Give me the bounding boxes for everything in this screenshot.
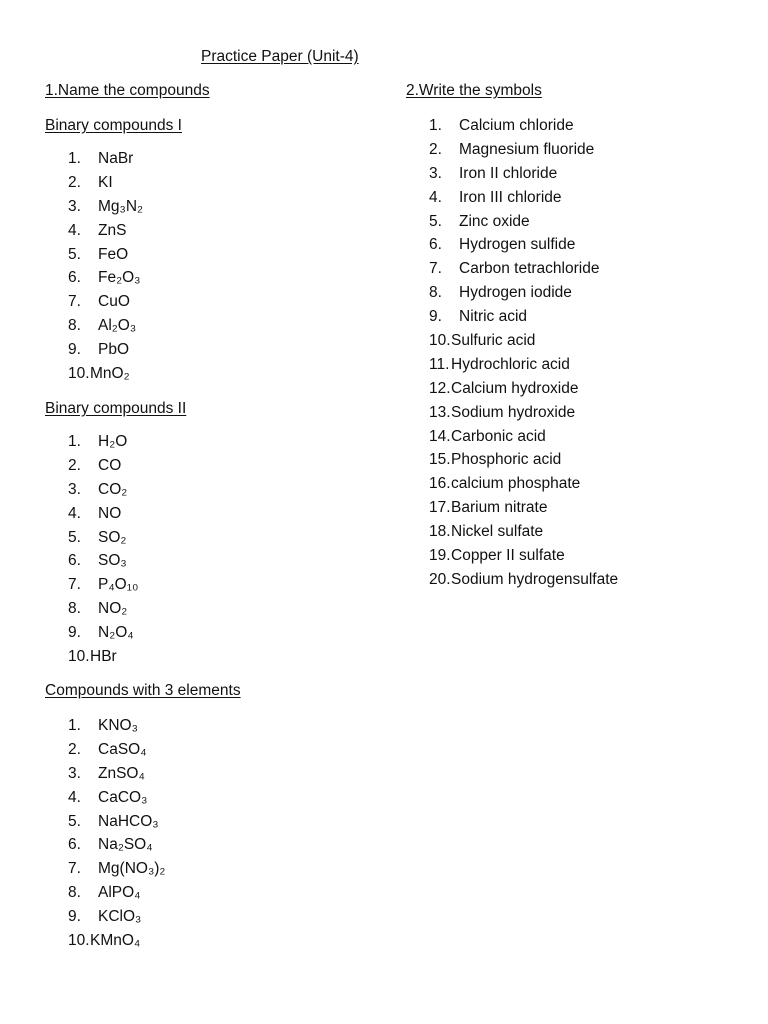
list-item-text: KMnO₄ bbox=[90, 932, 141, 950]
list-item-number: 6. bbox=[68, 552, 81, 570]
question-2-heading: 2.Write the symbols bbox=[406, 82, 542, 99]
list-item bbox=[45, 219, 143, 243]
list-item bbox=[406, 448, 618, 472]
list-item-number: 7. bbox=[68, 860, 81, 878]
list-item-text: Hydrogen sulfide bbox=[459, 236, 576, 254]
list-item bbox=[45, 266, 143, 290]
list-item-number: 4. bbox=[68, 788, 81, 806]
list-item-number: 10. bbox=[68, 932, 90, 950]
list-item bbox=[45, 454, 138, 478]
list-item-number: 3. bbox=[429, 164, 442, 182]
list-item-text: Nickel sulfate bbox=[451, 523, 544, 541]
list-item-number: 8. bbox=[429, 284, 442, 302]
list-item-number: 2. bbox=[429, 140, 442, 158]
list-item-text: ZnSO₄ bbox=[98, 764, 145, 782]
list-item-text: KClO₃ bbox=[98, 908, 142, 926]
list-item-text: CuO bbox=[98, 293, 130, 311]
list-item bbox=[406, 329, 618, 353]
list-item bbox=[406, 257, 618, 281]
list-item bbox=[45, 243, 143, 267]
list-item bbox=[45, 881, 165, 905]
list-item-number: 6. bbox=[68, 269, 81, 287]
list-item-number: 5. bbox=[68, 245, 81, 263]
list-item-number: 6. bbox=[68, 836, 81, 854]
list-item bbox=[45, 478, 138, 502]
write-symbols-list bbox=[406, 114, 618, 592]
list-item-number: 20. bbox=[429, 570, 451, 588]
list-item-number: 8. bbox=[68, 600, 81, 618]
list-item-text: CO bbox=[98, 456, 122, 474]
list-item-number: 10. bbox=[429, 332, 451, 350]
list-item-text: NO bbox=[98, 504, 122, 522]
list-item-text: Phosphoric acid bbox=[451, 451, 562, 469]
binary-compounds-1-list bbox=[45, 147, 143, 386]
list-item bbox=[45, 738, 165, 762]
list-item-text: ZnS bbox=[98, 221, 127, 239]
section-heading-three-element-compounds: Compounds with 3 elements bbox=[45, 682, 241, 699]
list-item-text: H₂O bbox=[98, 433, 128, 450]
list-item-number: 4. bbox=[68, 221, 81, 239]
list-item-number: 15. bbox=[429, 451, 451, 469]
list-item-number: 17. bbox=[429, 499, 451, 517]
list-item-number: 10. bbox=[68, 648, 90, 666]
list-item-number: 2. bbox=[68, 173, 81, 191]
list-item-text: Hydrochloric acid bbox=[451, 355, 570, 373]
question-1-heading: 1.Name the compounds bbox=[45, 82, 210, 99]
list-item bbox=[45, 526, 138, 550]
list-item-text: CaSO₄ bbox=[98, 740, 147, 758]
list-item bbox=[406, 425, 618, 449]
list-item-text: Magnesium fluoride bbox=[459, 140, 595, 158]
list-item bbox=[406, 210, 618, 234]
list-item-number: 5. bbox=[429, 212, 442, 230]
list-item-text: Al₂O₃ bbox=[98, 317, 137, 335]
list-item-text: Iron III chloride bbox=[459, 188, 562, 206]
list-item-text: SO₃ bbox=[98, 552, 127, 570]
list-item bbox=[406, 114, 618, 138]
list-item-text: NaHCO₃ bbox=[98, 812, 159, 830]
list-item-text: Fe₂O₃ bbox=[98, 269, 141, 287]
list-item bbox=[45, 362, 143, 386]
list-item-number: 2. bbox=[68, 740, 81, 758]
list-item-number: 3. bbox=[68, 197, 81, 215]
list-item-text: Na₂SO₄ bbox=[98, 836, 153, 854]
list-item bbox=[45, 549, 138, 573]
list-item bbox=[45, 338, 143, 362]
list-item-number: 12. bbox=[429, 379, 451, 397]
list-item bbox=[406, 162, 618, 186]
list-item-number: 4. bbox=[68, 504, 81, 522]
list-item bbox=[45, 714, 165, 738]
list-item-number: 1. bbox=[68, 150, 81, 167]
list-item-number: 10. bbox=[68, 365, 90, 383]
list-item-number: 9. bbox=[68, 624, 81, 642]
list-item-text: Sulfuric acid bbox=[451, 332, 536, 350]
list-item-number: 14. bbox=[429, 427, 451, 445]
list-item bbox=[45, 171, 143, 195]
list-item-text: MnO₂ bbox=[90, 365, 130, 383]
list-item-text: Calcium hydroxide bbox=[451, 379, 579, 397]
list-item bbox=[45, 290, 143, 314]
list-item bbox=[406, 520, 618, 544]
list-item bbox=[406, 305, 618, 329]
list-item bbox=[406, 377, 618, 401]
list-item-number: 3. bbox=[68, 480, 81, 498]
list-item bbox=[45, 430, 138, 454]
section-heading-binary-compounds-2: Binary compounds II bbox=[45, 400, 187, 417]
list-item-text: Carbonic acid bbox=[451, 427, 546, 445]
three-element-compounds-list bbox=[45, 714, 165, 953]
list-item-number: 5. bbox=[68, 528, 81, 546]
list-item-text: Carbon tetrachloride bbox=[459, 260, 600, 278]
list-item-number: 7. bbox=[68, 576, 81, 594]
list-item bbox=[406, 233, 618, 257]
list-item-text: Calcium chloride bbox=[459, 117, 574, 134]
list-item-text: SO₂ bbox=[98, 528, 127, 546]
list-item bbox=[406, 496, 618, 520]
list-item bbox=[406, 544, 618, 568]
list-item-text: CO₂ bbox=[98, 480, 128, 498]
list-item bbox=[406, 353, 618, 377]
list-item bbox=[45, 929, 165, 953]
list-item-text: KI bbox=[98, 173, 113, 191]
list-item-text: Zinc oxide bbox=[459, 212, 530, 230]
list-item-text: Mg(NO₃)₂ bbox=[98, 860, 166, 878]
list-item-text: KNO₃ bbox=[98, 717, 138, 734]
list-item-text: Iron II chloride bbox=[459, 164, 558, 182]
list-item-number: 18. bbox=[429, 523, 451, 541]
page-title: Practice Paper (Unit-4) bbox=[201, 48, 359, 65]
list-item bbox=[406, 281, 618, 305]
list-item-number: 7. bbox=[68, 293, 81, 311]
list-item-number: 13. bbox=[429, 403, 451, 421]
list-item-text: PbO bbox=[98, 341, 130, 359]
list-item-number: 19. bbox=[429, 547, 451, 565]
list-item bbox=[45, 645, 138, 669]
list-item-text: Sodium hydroxide bbox=[451, 403, 576, 421]
list-item-text: CaCO₃ bbox=[98, 788, 148, 806]
list-item bbox=[406, 138, 618, 162]
list-item-text: P₄O₁₀ bbox=[98, 576, 139, 594]
list-item-number: 8. bbox=[68, 884, 81, 902]
list-item bbox=[45, 833, 165, 857]
list-item-text: Sodium hydrogensulfate bbox=[451, 570, 619, 588]
list-item-text: Hydrogen iodide bbox=[459, 284, 572, 302]
list-item-number: 9. bbox=[68, 908, 81, 926]
list-item-number: 9. bbox=[68, 341, 81, 359]
list-item-text: N₂O₄ bbox=[98, 624, 134, 642]
list-item-text: FeO bbox=[98, 245, 129, 263]
list-item-number: 8. bbox=[68, 317, 81, 335]
list-item bbox=[45, 857, 165, 881]
list-item-text: NO₂ bbox=[98, 600, 128, 618]
list-item-text: Copper II sulfate bbox=[451, 547, 565, 565]
list-item-number: 11. bbox=[429, 355, 450, 373]
list-item-number: 1. bbox=[429, 117, 442, 134]
list-item-text: AlPO₄ bbox=[98, 884, 141, 902]
list-item-number: 16. bbox=[429, 475, 451, 493]
list-item-text: calcium phosphate bbox=[451, 475, 581, 493]
list-item bbox=[45, 621, 138, 645]
list-item-number: 5. bbox=[68, 812, 81, 830]
list-item-text: Nitric acid bbox=[459, 308, 528, 326]
list-item bbox=[45, 786, 165, 810]
list-item-text: HBr bbox=[90, 648, 117, 666]
list-item bbox=[406, 472, 618, 496]
list-item-number: 3. bbox=[68, 764, 81, 782]
binary-compounds-2-list bbox=[45, 430, 138, 669]
list-item-text: NaBr bbox=[98, 150, 134, 167]
list-item-number: 2. bbox=[68, 456, 81, 474]
list-item bbox=[45, 597, 138, 621]
list-item bbox=[406, 568, 618, 592]
list-item bbox=[45, 810, 165, 834]
list-item-text: Barium nitrate bbox=[451, 499, 548, 517]
list-item bbox=[45, 314, 143, 338]
list-item bbox=[406, 401, 618, 425]
list-item-number: 6. bbox=[429, 236, 442, 254]
list-item bbox=[45, 573, 138, 597]
section-heading-binary-compounds-1: Binary compounds I bbox=[45, 117, 182, 134]
list-item bbox=[45, 762, 165, 786]
list-item-number: 9. bbox=[429, 308, 442, 326]
list-item bbox=[45, 147, 143, 171]
list-item bbox=[45, 502, 138, 526]
list-item bbox=[406, 186, 618, 210]
list-item-text: Mg₃N₂ bbox=[98, 197, 144, 215]
list-item bbox=[45, 905, 165, 929]
list-item-number: 4. bbox=[429, 188, 442, 206]
list-item bbox=[45, 195, 143, 219]
list-item-number: 1. bbox=[68, 717, 81, 734]
list-item-number: 1. bbox=[68, 433, 81, 450]
list-item-number: 7. bbox=[429, 260, 442, 278]
